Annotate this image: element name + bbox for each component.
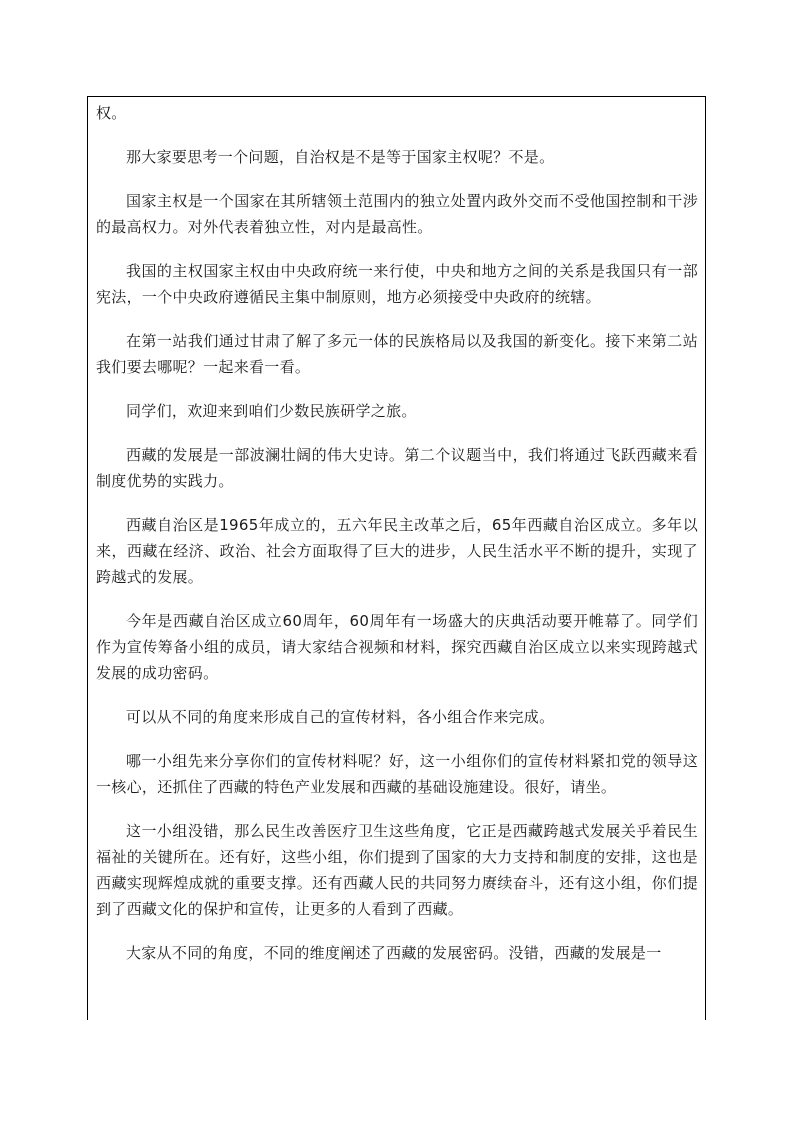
paragraph: 那大家要思考一个问题，自治权是不是等于国家主权呢？不是。 — [126, 148, 555, 166]
document-body — [88, 100, 705, 966]
paragraph: 国家主权是一个国家在其所辖领土范围内的独立处置内政外交而不受他国控制和干涉的最高权力。对外代表着独立性，对内是最高性。 — [96, 192, 698, 236]
paragraph: 这一小组没错，那么民生改善医疗卫生这些角度，它正是西藏跨越式发展关乎着民生福祉的关键所在。还有好，这些小组，你们提到了国家的大力支持和制度的安排，这也是西藏实现辉煌成就的重要支撑。还有西藏人民的共同努力赓续奋斗，还有这小组，你们提到了西藏文化的保护和宣传，让更多的人看到了西藏。 — [96, 822, 698, 918]
paragraph: 同学们，欢迎来到咱们少数民族研学之旅。 — [126, 402, 417, 420]
document-table-cell — [87, 96, 706, 1020]
paragraph: 大家从不同的角度，不同的维度阐述了西藏的发展密码。没错，西藏的发展是一 — [126, 944, 662, 962]
paragraph: 今年是西藏自治区成立60周年，60周年有一场盛大的庆典活动要开帷幕了。同学们作为宣传筹备小组的成员，请大家结合视频和材料，探究西藏自治区成立以来实现跨越式发展的成功密码。 — [96, 612, 698, 682]
paragraph: 西藏自治区是1965年成立的，五六年民主改革之后，65年西藏自治区成立。多年以来，西藏在经济、政治、社会方面取得了巨大的进步，人民生活水平不断的提升，实现了跨越式的发展。 — [96, 516, 698, 586]
paragraph: 我国的主权国家主权由中央政府统一来行使，中央和地方之间的关系是我国只有一部宪法，一个中央政府遵循民主集中制原则，地方必须接受中央政府的统辖。 — [96, 262, 698, 306]
paragraph: 权。 — [96, 104, 127, 122]
paragraph: 可以从不同的角度来形成自己的宣传材料，各小组合作来完成。 — [126, 708, 555, 726]
paragraph: 西藏的发展是一部波澜壮阔的伟大史诗。第二个议题当中，我们将通过飞跃西藏来看制度优势的实践力。 — [96, 446, 698, 490]
paragraph: 哪一小组先来分享你们的宣传材料呢？好，这一小组你们的宣传材料紧扣党的领导这一核心，还抓住了西藏的特色产业发展和西藏的基础设施建设。很好，请坐。 — [96, 752, 698, 796]
paragraph: 在第一站我们通过甘肃了解了多元一体的民族格局以及我国的新变化。接下来第二站我们要去哪呢？一起来看一看。 — [96, 332, 698, 376]
